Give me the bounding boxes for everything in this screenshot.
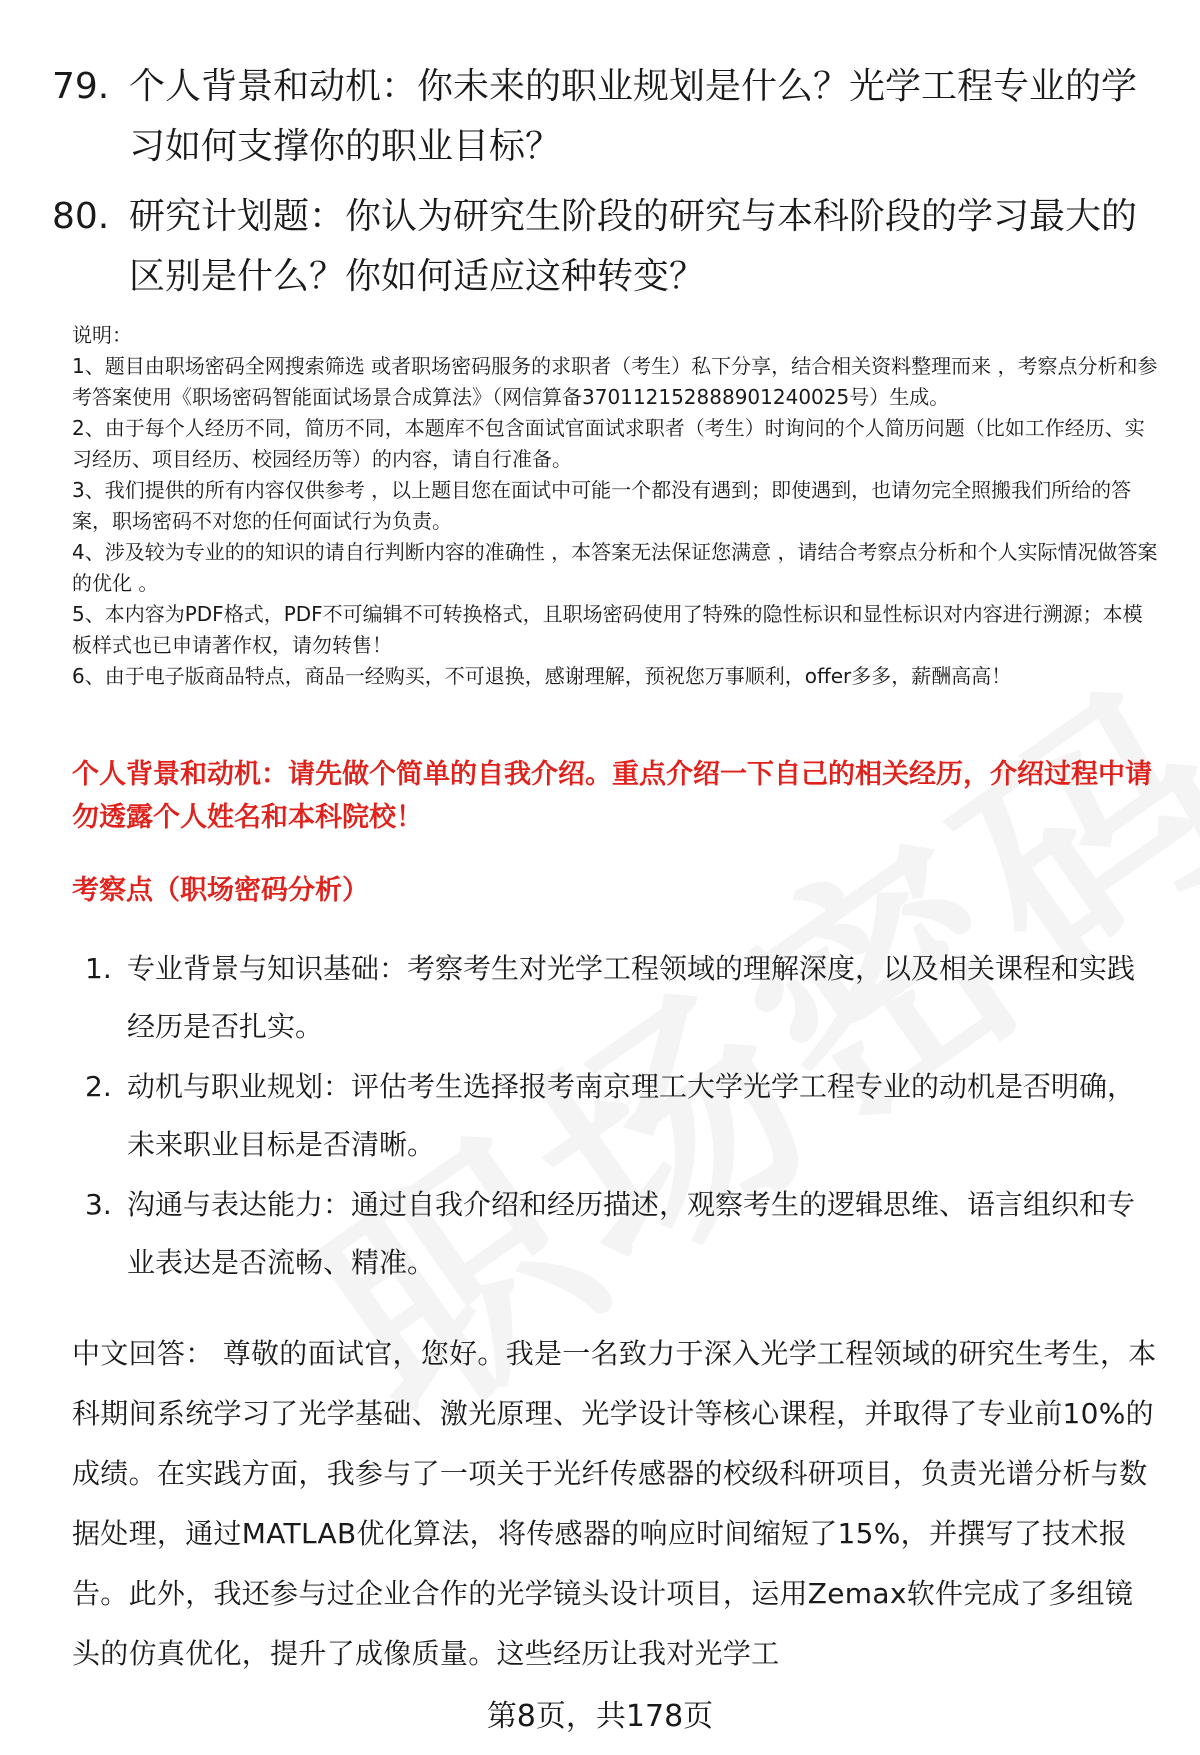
- point-number: 1.: [85, 952, 112, 985]
- note-item: 2、由于每个人经历不同，简历不同，本题库不包含面试官面试求职者（考生）时询问的个人简历问题（比如工作经历、实习经历、项目经历、校园经历等）的内容，请自行准备。: [72, 416, 1145, 471]
- note-item: 3、我们提供的所有内容仅供参考 ，以上题目您在面试中可能一个都没有遇到；即使遇到，也请勿完全照搬我们所给的答案，职场密码不对您的任何面试行为负责。: [72, 478, 1132, 533]
- question-number: 79.: [52, 66, 110, 107]
- note-item: 5、本内容为PDF格式，PDF不可编辑不可转换格式，且职场密码使用了特殊的隐性标识和显性标识对内容进行溯源；本模板样式也已申请著作权，请勿转售！: [72, 602, 1143, 657]
- point-text: 动机与职业规划：评估考生选择报考南京理工大学光学工程专业的动机是否明确，未来职业目标是否清晰。: [127, 1070, 1136, 1161]
- point-number: 3.: [85, 1188, 112, 1221]
- question-number: 80.: [52, 196, 110, 237]
- analysis-point: [72, 1176, 1152, 1292]
- question-80: [52, 187, 1162, 307]
- note-item: 4、涉及较为专业的的知识的请自行判断内容的准确性 ，本答案无法保证您满意 ，请结合考察点分析和个人实际情况做答案的优化 。: [72, 540, 1158, 595]
- question-79: [52, 57, 1162, 177]
- point-number: 2.: [85, 1070, 112, 1103]
- answer-text: 中文回答： 尊敬的面试官，您好。我是一名致力于深入光学工程领域的研究生考生，本科期间系统学习了光学基础、激光原理、光学设计等核心课程，并取得了专业前10%的成绩。在实践方面，我参与了一项关于光纤传感器的校级科研项目，负责光谱分析与数据处理，通过MATLAB优化算法，将传感器的响应时间缩短了15%，并撰写了技术报告。此外，我还参与过企业合作的光学镜头设计项目，运用Zemax软件完成了多组镜头的仿真优化，提升了成像质量。这些经历让我对光学工: [72, 1337, 1157, 1670]
- note-item: 1、题目由职场密码全网搜索筛选 或者职场密码服务的求职者（考生）私下分享，结合相关资料整理而来 ，考察点分析和参考答案使用《职场密码智能面试场景合成算法》（网信算备370112152888901240025号）生成。: [72, 354, 1158, 409]
- point-text: 专业背景与知识基础：考察考生对光学工程领域的理解深度，以及相关课程和实践经历是否扎实。: [127, 952, 1136, 1043]
- analysis-points: [72, 940, 1152, 1294]
- notes-section: [72, 320, 1162, 692]
- page-footer: 第8页，共178页: [486, 1699, 714, 1734]
- analysis-point: [72, 940, 1152, 1056]
- analysis-point: [72, 1058, 1152, 1174]
- interview-question: 个人背景和动机：请先做个简单的自我介绍。重点介绍一下自己的相关经历，介绍过程中请勿透露个人姓名和本科院校！: [72, 759, 1152, 833]
- analysis-heading: 考察点（职场密码分析）: [72, 875, 369, 906]
- point-text: 沟通与表达能力：通过自我介绍和经历描述，观察考生的逻辑思维、语言组织和专业表达是否流畅、精准。: [127, 1188, 1136, 1279]
- question-text: 个人背景和动机：你未来的职业规划是什么？光学工程专业的学习如何支撑你的职业目标？: [129, 66, 1138, 167]
- note-item: 6、由于电子版商品特点，商品一经购买，不可退换，感谢理解，预祝您万事顺利，offer多多，薪酬高高！: [72, 664, 1012, 688]
- question-text: 研究计划题：你认为研究生阶段的研究与本科阶段的学习最大的区别是什么？你如何适应这种转变？: [129, 196, 1138, 297]
- notes-heading: 说明：: [72, 323, 132, 347]
